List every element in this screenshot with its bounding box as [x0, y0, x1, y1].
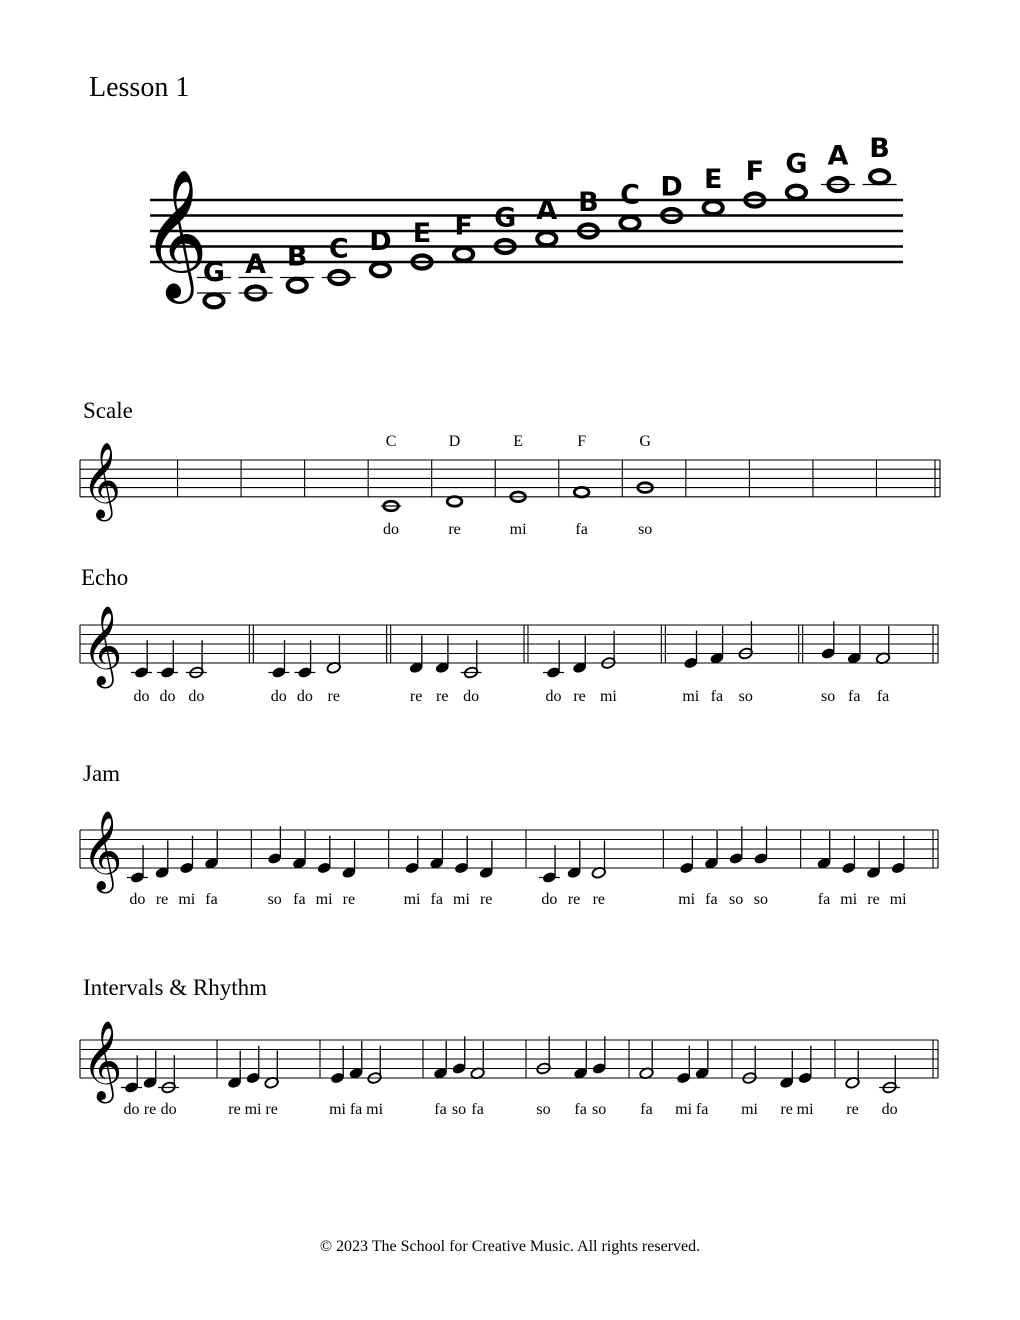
note-letter-label: G [202, 256, 226, 288]
intervals-rhythm-staff [0, 1015, 1020, 1125]
solfege-syllable: mi [403, 891, 421, 908]
solfege-syllable: re [567, 891, 581, 908]
solfege-syllable: mi [796, 1101, 814, 1118]
solfege-syllable: fa [710, 688, 724, 705]
solfege-syllable: mi [244, 1101, 262, 1118]
solfege-syllable: do [123, 1101, 140, 1118]
solfege-syllable: do [881, 1101, 898, 1118]
treble-clef-icon: 𝄞 [82, 1021, 123, 1101]
solfege-syllable: fa [430, 891, 443, 908]
page-title: Lesson 1 [89, 72, 190, 103]
solfege-syllable: do [133, 688, 150, 705]
range-whole-note [537, 232, 556, 245]
range-whole-note [870, 170, 889, 183]
solfege-syllable: fa [349, 1101, 363, 1118]
solfege-syllable: so [638, 521, 653, 538]
solfege-syllable: fa [471, 1101, 484, 1118]
solfege-syllable: fa [705, 891, 718, 908]
solfege-syllable: re [448, 521, 461, 538]
note-letter-label: F [745, 156, 765, 187]
solfege-syllable: do [159, 688, 176, 705]
solfege-syllable: so [738, 688, 753, 705]
solfege-syllable: re [228, 1101, 241, 1118]
solfege-syllable: fa [575, 521, 588, 538]
solfege-syllable: do [129, 891, 146, 908]
range-whole-note [704, 201, 723, 214]
section-title-scale: Scale [83, 398, 133, 423]
solfege-syllable: fa [205, 891, 218, 908]
note-range-staff [0, 130, 1020, 450]
solfege-syllable: mi [453, 891, 470, 908]
solfege-syllable: mi [675, 1101, 693, 1118]
treble-clef-icon: 𝄞 [82, 811, 123, 891]
note-letter-label: B [578, 187, 599, 218]
note-letter-label: G [639, 433, 651, 450]
jam-staff [0, 805, 1020, 915]
note-letter-label: E [412, 218, 432, 249]
scale-staff [0, 430, 1020, 550]
solfege-syllable: fa [293, 891, 306, 908]
section-title-jam: Jam [83, 761, 121, 786]
note-letter-label: E [703, 163, 723, 195]
solfege-syllable: fa [817, 891, 831, 908]
solfege-syllable: re [479, 891, 493, 908]
solfege-syllable: do [296, 688, 313, 705]
range-whole-note [205, 294, 224, 307]
echo-staff [0, 600, 1020, 710]
range-whole-note [454, 248, 473, 261]
solfege-syllable: mi [178, 891, 196, 908]
solfege-syllable: so [821, 688, 836, 705]
treble-clef-icon: 𝄞 [82, 441, 122, 519]
solfege-syllable: do [463, 688, 480, 705]
note-letter-label: F [454, 210, 473, 242]
solfege-syllable: re [409, 688, 423, 705]
solfege-syllable: so [536, 1101, 551, 1118]
note-letter-label: B [286, 241, 308, 273]
solfege-syllable: re [327, 688, 340, 705]
solfege-syllable: do [545, 688, 562, 705]
solfege-syllable: re [780, 1101, 793, 1118]
solfege-syllable: do [270, 688, 287, 705]
solfege-syllable: re [155, 891, 169, 908]
note-letter-label: F [577, 433, 587, 450]
note-letter-label: D [369, 225, 392, 257]
section-title-intervals-rhythm: Intervals & Rhythm [83, 975, 267, 1000]
range-whole-note [288, 279, 307, 292]
whole-note-head [447, 497, 462, 507]
solfege-syllable: mi [366, 1101, 384, 1118]
solfege-syllable: fa [434, 1101, 447, 1118]
solfege-syllable: fa [848, 688, 861, 705]
solfege-syllable: mi [599, 688, 617, 705]
solfege-syllable: re [867, 891, 880, 908]
note-letter-label: D [448, 433, 461, 450]
note-letter-label: A [827, 140, 849, 172]
copyright-footer: © 2023 The School for Creative Music. All rights reserved. [319, 1238, 701, 1255]
note-letter-label: G [494, 202, 517, 234]
range-whole-note [371, 263, 390, 276]
note-letter-label: G [785, 148, 808, 180]
solfege-syllable: so [267, 891, 282, 908]
section-title-echo: Echo [81, 565, 129, 590]
note-letter-label: B [869, 132, 890, 164]
solfege-syllable: re [592, 891, 606, 908]
note-letter-label: D [660, 171, 683, 203]
note-letter-label: C [385, 433, 397, 450]
note-letter-label: C [620, 179, 640, 211]
solfege-syllable: mi [678, 891, 696, 908]
note-letter-label: E [513, 433, 523, 450]
solfege-syllable: so [729, 891, 744, 908]
note-letter-label: C [328, 233, 349, 265]
solfege-syllable: re [143, 1101, 157, 1118]
solfege-syllable: so [753, 891, 768, 908]
solfege-syllable: mi [315, 891, 333, 908]
treble-clef-icon: 𝄞 [82, 606, 123, 686]
solfege-syllable: do [383, 521, 400, 538]
solfege-syllable: re [342, 891, 356, 908]
range-whole-note [787, 186, 806, 199]
solfege-syllable: mi [329, 1101, 346, 1118]
solfege-syllable: so [592, 1101, 607, 1118]
solfege-syllable: fa [695, 1101, 709, 1118]
range-whole-note [621, 217, 640, 230]
solfege-syllable: fa [640, 1101, 653, 1118]
solfege-syllable: do [541, 891, 558, 908]
solfege-syllable: mi [682, 688, 700, 705]
solfege-syllable: re [573, 688, 586, 705]
note-letter-label: A [245, 249, 267, 280]
solfege-syllable: re [846, 1101, 859, 1118]
solfege-syllable: re [436, 688, 449, 705]
note-letter-label: A [536, 194, 558, 226]
solfege-syllable: mi [889, 891, 907, 908]
solfege-syllable: do [160, 1101, 177, 1118]
solfege-syllable: fa [876, 688, 890, 705]
solfege-syllable: mi [509, 521, 527, 538]
solfege-syllable: so [451, 1101, 467, 1118]
treble-clef-icon: 𝄞 [142, 168, 208, 299]
solfege-syllable: re [265, 1101, 278, 1118]
whole-note-head [574, 487, 589, 497]
solfege-syllable: do [188, 688, 205, 705]
solfege-syllable: fa [574, 1101, 587, 1118]
solfege-syllable: mi [840, 891, 858, 908]
solfege-syllable: mi [741, 1101, 758, 1118]
